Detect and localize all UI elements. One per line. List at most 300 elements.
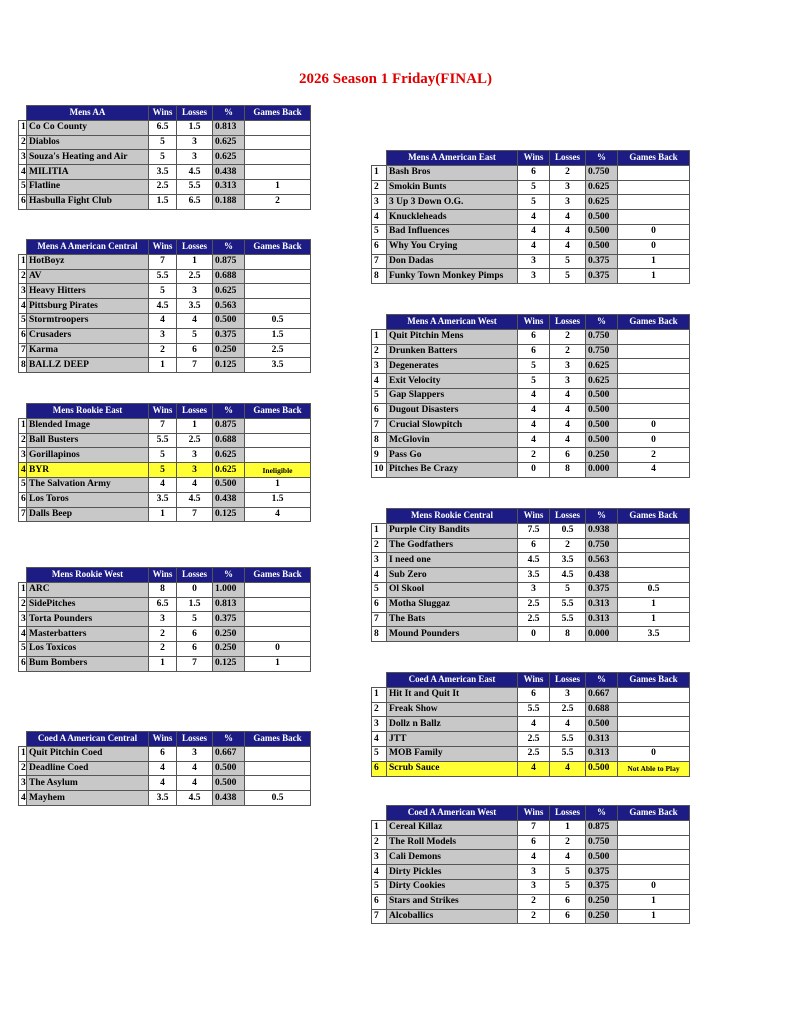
division-name: Mens A American West: [387, 315, 518, 330]
standings-table-mens-a-american-west: [371, 314, 690, 478]
games-back-cell: 2: [618, 448, 690, 463]
games-back-cell: 4: [618, 462, 690, 477]
table-row: [372, 165, 690, 180]
rank-cell: 7: [372, 612, 387, 627]
pct-cell: 0.688: [213, 269, 245, 284]
wins-cell: 4: [149, 477, 177, 492]
pct-cell: 0.250: [586, 894, 618, 909]
wins-cell: 6: [518, 538, 550, 553]
games-back-cell: [245, 582, 311, 597]
rank-cell: 3: [372, 195, 387, 210]
losses-cell: 6: [177, 627, 213, 642]
team-name: Ball Busters: [27, 433, 149, 448]
pct-cell: 0.625: [213, 135, 245, 150]
pct-cell: 0.500: [213, 313, 245, 328]
rank-cell: 4: [19, 791, 27, 806]
team-name: The Roll Models: [387, 835, 518, 850]
rank-cell: 6: [19, 656, 27, 671]
table-header: [372, 673, 690, 688]
losses-cell: 2.5: [177, 433, 213, 448]
pct-cell: 0.813: [213, 597, 245, 612]
pct-cell: 0.500: [213, 761, 245, 776]
wins-cell: 4: [518, 761, 550, 776]
games-back-cell: [618, 820, 690, 835]
team-name: Masterbatters: [27, 627, 149, 642]
rank-cell: 3: [19, 448, 27, 463]
wins-cell: 4: [149, 776, 177, 791]
header-rank: [19, 404, 27, 419]
games-back-cell: [245, 150, 311, 165]
division-name: Coed A American East: [387, 673, 518, 688]
team-name: Crusaders: [27, 328, 149, 343]
rank-cell: 6: [19, 194, 27, 209]
games-back-cell: [618, 344, 690, 359]
pct-cell: 0.625: [213, 448, 245, 463]
games-back-cell: [245, 254, 311, 269]
team-name: Torta Pounders: [27, 612, 149, 627]
wins-cell: 5.5: [149, 269, 177, 284]
rank-cell: 6: [19, 492, 27, 507]
team-name: The Asylum: [27, 776, 149, 791]
team-name: Dirty Pickles: [387, 865, 518, 880]
rank-cell: 2: [372, 835, 387, 850]
pct-cell: 0.625: [586, 195, 618, 210]
team-name: Hit It and Quit It: [387, 687, 518, 702]
wins-cell: 3: [149, 612, 177, 627]
header-rank: [19, 732, 27, 747]
rank-cell: 1: [372, 687, 387, 702]
team-name: HotBoyz: [27, 254, 149, 269]
rank-cell: 3: [372, 717, 387, 732]
losses-cell: 7: [177, 358, 213, 373]
pct-cell: 0.750: [586, 538, 618, 553]
pct-cell: 0.438: [213, 791, 245, 806]
losses-cell: 6: [550, 909, 586, 924]
table-row: [19, 135, 311, 150]
rank-cell: 4: [372, 210, 387, 225]
losses-cell: 4: [550, 388, 586, 403]
team-name: Pass Go: [387, 448, 518, 463]
pct-cell: 0.563: [586, 553, 618, 568]
standings-table-coed-a-american-east: [371, 672, 690, 777]
team-name: Karma: [27, 343, 149, 358]
rank-cell: 1: [19, 418, 27, 433]
pct-cell: 0.375: [586, 582, 618, 597]
header-pct: %: [213, 240, 245, 255]
wins-cell: 3: [518, 254, 550, 269]
pct-cell: 0.438: [586, 568, 618, 583]
team-name: Gap Slappers: [387, 388, 518, 403]
header-losses: Losses: [177, 732, 213, 747]
table-header: [19, 568, 311, 583]
pct-cell: 0.500: [586, 433, 618, 448]
pct-cell: 0.500: [586, 224, 618, 239]
rank-cell: 5: [19, 641, 27, 656]
wins-cell: 5: [518, 374, 550, 389]
standings-table-mens-a-american-central: [18, 239, 311, 373]
losses-cell: 4: [550, 761, 586, 776]
rank-cell: 5: [19, 477, 27, 492]
pct-cell: 0.750: [586, 165, 618, 180]
losses-cell: 7: [177, 507, 213, 522]
team-name: The Salvation Army: [27, 477, 149, 492]
wins-cell: 3: [518, 865, 550, 880]
losses-cell: 3: [177, 150, 213, 165]
header-losses: Losses: [550, 673, 586, 688]
games-back-cell: [618, 568, 690, 583]
games-back-cell: [245, 597, 311, 612]
wins-cell: 4: [518, 418, 550, 433]
rank-cell: 5: [372, 388, 387, 403]
header-games-back: Games Back: [618, 509, 690, 524]
losses-cell: 5.5: [550, 597, 586, 612]
table-row: [372, 239, 690, 254]
rank-cell: 1: [372, 523, 387, 538]
pct-cell: 0.625: [586, 180, 618, 195]
header-rank: [372, 806, 387, 821]
rank-cell: 5: [19, 313, 27, 328]
header-wins: Wins: [518, 673, 550, 688]
losses-cell: 2: [550, 329, 586, 344]
table-row: [19, 284, 311, 299]
table-row: [19, 507, 311, 522]
rank-cell: 4: [19, 165, 27, 180]
header-losses: Losses: [177, 568, 213, 583]
losses-cell: 3: [550, 687, 586, 702]
rank-cell: 2: [372, 538, 387, 553]
rank-cell: 4: [372, 568, 387, 583]
table-row: [372, 523, 690, 538]
header-wins: Wins: [149, 106, 177, 121]
pct-cell: 0.750: [586, 329, 618, 344]
wins-cell: 6: [518, 165, 550, 180]
wins-cell: 5: [149, 150, 177, 165]
table-row: [19, 313, 311, 328]
rank-cell: 2: [372, 344, 387, 359]
team-name: Dollz n Ballz: [387, 717, 518, 732]
standings-table-mens-rookie-east: [18, 403, 311, 522]
losses-cell: 0.5: [550, 523, 586, 538]
team-name: I need one: [387, 553, 518, 568]
wins-cell: 4: [518, 433, 550, 448]
pct-cell: 0.500: [586, 418, 618, 433]
table-row: [372, 359, 690, 374]
losses-cell: 4: [177, 477, 213, 492]
table-row: [372, 269, 690, 284]
wins-cell: 4: [518, 717, 550, 732]
games-back-cell: 1: [245, 179, 311, 194]
wins-cell: 3.5: [149, 492, 177, 507]
rank-cell: 5: [19, 179, 27, 194]
wins-cell: 6: [518, 835, 550, 850]
losses-cell: 1: [177, 254, 213, 269]
header-losses: Losses: [550, 151, 586, 166]
wins-cell: 2.5: [518, 746, 550, 761]
team-name: Pittsburg Pirates: [27, 299, 149, 314]
table-row: [372, 210, 690, 225]
team-name: BYR: [27, 463, 149, 478]
pct-cell: 0.875: [586, 820, 618, 835]
division-name: Mens A American Central: [27, 240, 149, 255]
wins-cell: 2.5: [518, 612, 550, 627]
losses-cell: 3.5: [550, 553, 586, 568]
team-name: Los Toros: [27, 492, 149, 507]
table-row: [19, 582, 311, 597]
wins-cell: 3: [149, 328, 177, 343]
games-back-cell: [618, 538, 690, 553]
table-row: [19, 299, 311, 314]
pct-cell: 0.000: [586, 462, 618, 477]
team-name: Dalls Beep: [27, 507, 149, 522]
table-row: [19, 597, 311, 612]
table-row: [372, 538, 690, 553]
wins-cell: 2: [518, 909, 550, 924]
wins-cell: 5: [518, 180, 550, 195]
losses-cell: 2: [550, 835, 586, 850]
pct-cell: 0.375: [213, 612, 245, 627]
team-name: Funky Town Monkey Pimps: [387, 269, 518, 284]
losses-cell: 4.5: [550, 568, 586, 583]
pct-cell: 0.500: [213, 477, 245, 492]
rank-cell: 4: [19, 299, 27, 314]
games-back-cell: [245, 269, 311, 284]
rank-cell: 1: [19, 746, 27, 761]
games-back-cell: 0: [618, 433, 690, 448]
wins-cell: 2.5: [518, 597, 550, 612]
games-back-cell: 1: [618, 254, 690, 269]
rank-cell: 2: [19, 597, 27, 612]
rank-cell: 3: [372, 359, 387, 374]
team-name: Diablos: [27, 135, 149, 150]
rank-cell: 2: [19, 761, 27, 776]
losses-cell: 4: [177, 776, 213, 791]
games-back-cell: [245, 448, 311, 463]
table-row: [19, 463, 311, 478]
table-row: [19, 656, 311, 671]
standings-table-mens-aa: [18, 105, 311, 210]
losses-cell: 5.5: [550, 612, 586, 627]
standings-table-coed-a-american-central: [18, 731, 311, 806]
table-row: [372, 448, 690, 463]
games-back-cell: 1: [245, 477, 311, 492]
rank-cell: 2: [19, 135, 27, 150]
wins-cell: 6: [149, 746, 177, 761]
team-name: Crucial Slowpitch: [387, 418, 518, 433]
wins-cell: 7.5: [518, 523, 550, 538]
losses-cell: 3: [177, 746, 213, 761]
table-row: [19, 150, 311, 165]
pct-cell: 0.563: [213, 299, 245, 314]
pct-cell: 0.125: [213, 507, 245, 522]
rank-cell: 6: [19, 328, 27, 343]
wins-cell: 3.5: [149, 165, 177, 180]
pct-cell: 0.938: [586, 523, 618, 538]
header-games-back: Games Back: [245, 404, 311, 419]
team-name: Heavy Hitters: [27, 284, 149, 299]
header-games-back: Games Back: [618, 673, 690, 688]
wins-cell: 5: [149, 463, 177, 478]
rank-cell: 4: [372, 374, 387, 389]
table-row: [372, 879, 690, 894]
table-row: [372, 717, 690, 732]
wins-cell: 0: [518, 462, 550, 477]
rank-cell: 8: [372, 433, 387, 448]
header-wins: Wins: [149, 732, 177, 747]
losses-cell: 3: [177, 463, 213, 478]
rank-cell: 7: [19, 507, 27, 522]
table-row: [372, 403, 690, 418]
pct-cell: 0.250: [586, 448, 618, 463]
team-name: ARC: [27, 582, 149, 597]
games-back-cell: [618, 835, 690, 850]
pct-cell: 0.250: [586, 909, 618, 924]
losses-cell: 6: [177, 641, 213, 656]
losses-cell: 6.5: [177, 194, 213, 209]
losses-cell: 2: [550, 538, 586, 553]
team-name: Bum Bombers: [27, 656, 149, 671]
team-name: Degenerates: [387, 359, 518, 374]
games-back-cell: 4: [245, 507, 311, 522]
team-name: Bad Influences: [387, 224, 518, 239]
rank-cell: 6: [372, 239, 387, 254]
losses-cell: 4: [177, 761, 213, 776]
games-back-cell: 0: [245, 641, 311, 656]
losses-cell: 3: [550, 180, 586, 195]
team-name: JTT: [387, 732, 518, 747]
games-back-cell: [618, 553, 690, 568]
pct-cell: 0.250: [213, 627, 245, 642]
games-back-cell: [245, 165, 311, 180]
rank-cell: 4: [372, 732, 387, 747]
table-row: [19, 791, 311, 806]
rank-cell: 1: [19, 582, 27, 597]
rank-cell: 2: [372, 180, 387, 195]
wins-cell: 7: [149, 254, 177, 269]
games-back-cell: [245, 433, 311, 448]
team-name: Co Co County: [27, 120, 149, 135]
team-name: AV: [27, 269, 149, 284]
games-back-cell: [618, 374, 690, 389]
table-row: [19, 627, 311, 642]
wins-cell: 4.5: [149, 299, 177, 314]
header-pct: %: [586, 509, 618, 524]
division-name: Mens A American East: [387, 151, 518, 166]
rank-cell: 2: [19, 269, 27, 284]
table-row: [19, 179, 311, 194]
header-rank: [19, 240, 27, 255]
rank-cell: 10: [372, 462, 387, 477]
header-pct: %: [213, 106, 245, 121]
losses-cell: 6: [550, 448, 586, 463]
games-back-cell: [618, 359, 690, 374]
team-name: Drunken Batters: [387, 344, 518, 359]
rank-cell: 3: [372, 553, 387, 568]
pct-cell: 0.500: [213, 776, 245, 791]
losses-cell: 4: [550, 239, 586, 254]
games-back-cell: 1: [618, 269, 690, 284]
games-back-cell: [618, 702, 690, 717]
table-row: [372, 687, 690, 702]
wins-cell: 4: [149, 313, 177, 328]
pct-cell: 0.875: [213, 418, 245, 433]
losses-cell: 5.5: [550, 746, 586, 761]
table-row: [372, 820, 690, 835]
wins-cell: 4: [518, 210, 550, 225]
rank-cell: 3: [19, 612, 27, 627]
losses-cell: 4: [550, 433, 586, 448]
losses-cell: 1: [177, 418, 213, 433]
table-row: [372, 224, 690, 239]
header-losses: Losses: [550, 509, 586, 524]
rank-cell: 5: [372, 879, 387, 894]
rank-cell: 8: [372, 269, 387, 284]
wins-cell: 2.5: [149, 179, 177, 194]
header-pct: %: [586, 673, 618, 688]
pct-cell: 0.625: [213, 284, 245, 299]
team-name: Why You Crying: [387, 239, 518, 254]
games-back-cell: [618, 850, 690, 865]
wins-cell: 6: [518, 687, 550, 702]
rank-cell: 3: [19, 150, 27, 165]
rank-cell: 4: [19, 627, 27, 642]
games-back-cell: Not Able to Play: [618, 761, 690, 776]
team-name: Pitches Be Crazy: [387, 462, 518, 477]
table-row: [372, 612, 690, 627]
table-header: [19, 106, 311, 121]
losses-cell: 5: [177, 328, 213, 343]
losses-cell: 2.5: [550, 702, 586, 717]
table-row: [372, 835, 690, 850]
games-back-cell: 1: [245, 656, 311, 671]
rank-cell: 6: [372, 894, 387, 909]
losses-cell: 3.5: [177, 299, 213, 314]
division-name: Mens Rookie East: [27, 404, 149, 419]
table-row: [372, 627, 690, 642]
header-rank: [19, 568, 27, 583]
header-rank: [372, 509, 387, 524]
wins-cell: 1: [149, 358, 177, 373]
pct-cell: 0.125: [213, 358, 245, 373]
pct-cell: 0.313: [213, 179, 245, 194]
header-pct: %: [586, 806, 618, 821]
header-games-back: Games Back: [618, 806, 690, 821]
table-row: [372, 597, 690, 612]
wins-cell: 4: [518, 850, 550, 865]
header-pct: %: [586, 315, 618, 330]
wins-cell: 3.5: [149, 791, 177, 806]
rank-cell: 5: [372, 746, 387, 761]
wins-cell: 2: [149, 343, 177, 358]
losses-cell: 2: [550, 344, 586, 359]
games-back-cell: [245, 746, 311, 761]
wins-cell: 6: [518, 329, 550, 344]
wins-cell: 1.5: [149, 194, 177, 209]
team-name: The Bats: [387, 612, 518, 627]
table-header: [19, 240, 311, 255]
header-rank: [372, 673, 387, 688]
header-losses: Losses: [550, 315, 586, 330]
pct-cell: 1.000: [213, 582, 245, 597]
header-rank: [372, 315, 387, 330]
pct-cell: 0.750: [586, 344, 618, 359]
header-games-back: Games Back: [245, 568, 311, 583]
losses-cell: 4.5: [177, 492, 213, 507]
wins-cell: 4: [518, 388, 550, 403]
wins-cell: 3.5: [518, 568, 550, 583]
table-header: [372, 509, 690, 524]
table-header: [372, 806, 690, 821]
header-wins: Wins: [149, 568, 177, 583]
